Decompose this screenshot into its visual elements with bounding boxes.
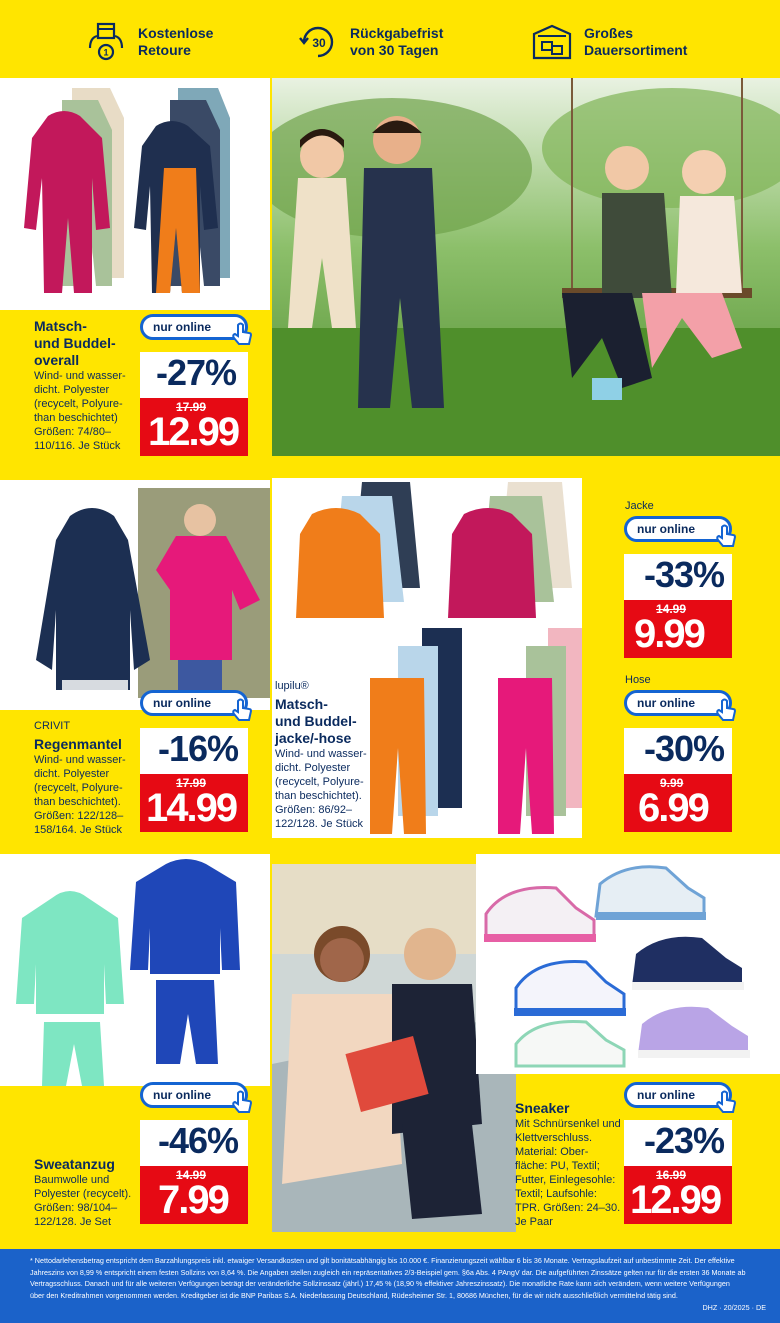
overall-desc-6: 110/116. Je Stück — [34, 440, 121, 452]
jacke-hose-brand: lupilu® — [275, 680, 309, 692]
jacke-hose-description — [275, 696, 385, 831]
sneaker-description — [515, 1100, 627, 1229]
overall-price: 12.99 — [148, 410, 239, 454]
regenmantel-old-price: 17.99 — [176, 776, 207, 790]
pointer-hand-icon — [229, 1089, 255, 1115]
banner-return-period-l2: von 30 Tagen — [350, 42, 439, 58]
sneaker-discount: -23% — [644, 1120, 725, 1161]
jacke-price: 9.99 — [634, 612, 704, 656]
regenmantel-description — [34, 736, 146, 837]
sneaker-online-button[interactable] — [624, 1082, 732, 1108]
hose-discount: -30% — [644, 728, 725, 769]
pointer-hand-icon — [713, 697, 739, 723]
footer-code: DHZ · 20/2025 · DE — [702, 1303, 766, 1312]
sneaker-desc-1: Mit Schnürsenkel und — [515, 1118, 621, 1130]
sweatanzug-photo — [0, 854, 270, 1086]
sneaker-online-label: nur online — [637, 1088, 695, 1102]
jacke-label: Jacke — [625, 500, 654, 512]
banner-assortment-l2: Dauersortiment — [584, 42, 688, 58]
sweatanzug-discount: -46% — [158, 1120, 239, 1161]
sneaker-price: 12.99 — [630, 1178, 721, 1222]
sneaker-desc-8: Je Paar — [515, 1216, 553, 1228]
sneaker-desc-7: TPR. Größen: 24–30. — [515, 1202, 621, 1214]
regenmantel-online-button[interactable] — [140, 690, 248, 716]
overall-desc-5: Größen: 74/80– — [34, 426, 112, 438]
sweatanzug-desc-3: Größen: 98/104– — [34, 1202, 118, 1214]
sweatanzug-description — [34, 1156, 144, 1229]
footer-line-3: Vertragsschluss. Danach und für alle weiteren Verfügungen beträgt der veränderliche Sollzinssatz (jährl.) 17,45 % (18,90 % effektiver Jahreszinssatz). Die monatliche Rate kann sich verändern, wenn weitere Verfügungen — [30, 1279, 730, 1288]
regenmantel-online-label: nur online — [153, 696, 211, 710]
jacke-hose-name-l1: Matsch- — [275, 696, 328, 712]
regenmantel-desc-3: (recycelt, Polyure- — [34, 782, 123, 794]
overall-product-photo — [0, 78, 270, 310]
overall-online-label: nur online — [153, 320, 211, 334]
regenmantel-desc-4: than beschichtet). — [34, 796, 121, 808]
jacke-old-price: 14.99 — [656, 602, 687, 616]
sneaker-desc-6: Textil; Laufsohle: — [515, 1188, 597, 1200]
banner-free-returns-l1: Kostenlose — [138, 25, 214, 41]
sneaker-desc-4: fläche: PU, Textil; — [515, 1160, 600, 1172]
jacke-hose-desc-4: than beschichtet). — [275, 790, 362, 802]
hose-label: Hose — [625, 674, 651, 686]
jacke-hose-desc-6: 122/128. Je Stück — [275, 818, 364, 830]
sneakers-illustration — [476, 854, 780, 1074]
hose-old-price: 9.99 — [660, 776, 684, 790]
regenmantel-discount: -16% — [158, 728, 239, 769]
regenmantel-desc-1: Wind- und wasser- — [34, 754, 126, 766]
sweatanzug-desc-2: Polyester (recycelt). — [34, 1188, 132, 1200]
banner-return-period-l1: Rückgabefrist — [350, 25, 444, 41]
regenmantel-price: 14.99 — [146, 786, 237, 830]
warehouse-icon — [530, 20, 574, 64]
regenmantel-desc-6: 158/164. Je Stück — [34, 824, 123, 836]
raincoat-illustration — [0, 480, 270, 710]
sweatanzug-price: 7.99 — [158, 1178, 228, 1222]
banner-assortment — [530, 18, 687, 66]
regenmantel-desc-2: dicht. Polyester — [34, 768, 110, 780]
pointer-hand-icon — [713, 523, 739, 549]
hose-online-label: nur online — [637, 696, 695, 710]
legal-footer — [0, 1249, 780, 1323]
overall-old-price: 17.99 — [176, 400, 207, 414]
regenmantel-brand: CRIVIT — [34, 720, 71, 732]
overall-desc-4: than beschichtet) — [34, 412, 118, 424]
overall-name-l1: Matsch- — [34, 318, 87, 334]
sneaker-desc-2: Klettverschluss. — [515, 1132, 593, 1144]
sneaker-name: Sneaker — [515, 1100, 570, 1116]
overall-online-button[interactable] — [140, 314, 248, 340]
jacke-discount: -33% — [644, 554, 725, 595]
footer-line-1: * Nettodarlehensbetrag entspricht dem Barzahlungspreis inkl. etwaiger Versandkosten und gilt bonitätsabhängig bis 10.000 €. Finanzierungszeit wählbar 6 bis 36 Monate. Vertragslaufzeit auf unbestimmte Zeit. Der effektive — [30, 1256, 735, 1265]
regenmantel-photo — [0, 480, 270, 710]
jacke-hose-desc-2: dicht. Polyester — [275, 762, 351, 774]
sneaker-desc-5: Futter, Einlegesohle: — [515, 1174, 616, 1186]
sweatanzug-online-button[interactable] — [140, 1082, 248, 1108]
jacke-hose-desc-3: (recycelt, Polyure- — [275, 776, 364, 788]
sweatanzug-old-price: 14.99 — [176, 1168, 207, 1182]
jacke-hose-name-l3: jacke/-hose — [275, 730, 352, 746]
sneaker-old-price: 16.99 — [656, 1168, 687, 1182]
overall-desc-3: (recycelt, Polyure- — [34, 398, 123, 410]
service-banner — [0, 0, 780, 78]
jacke-hose-desc-1: Wind- und wasser- — [275, 748, 367, 760]
hose-price: 6.99 — [638, 786, 708, 830]
pointer-hand-icon — [713, 1089, 739, 1115]
sneaker-desc-3: Material: Ober- — [515, 1146, 589, 1158]
calendar-30-icon — [296, 20, 340, 64]
banner-return-period — [296, 18, 443, 66]
banner-free-returns-l2: Retoure — [138, 42, 191, 58]
pointer-hand-icon — [229, 697, 255, 723]
jacke-hose-name-l2: und Buddel- — [275, 713, 357, 729]
banner-free-returns — [84, 18, 213, 66]
overall-illustration — [0, 78, 270, 310]
overall-discount: -27% — [156, 352, 237, 393]
overall-name-l2: und Buddel- — [34, 335, 116, 351]
sweatanzug-desc-1: Baumwolle und — [34, 1174, 110, 1186]
footer-line-4: über den Kreditrahmen vorgenommen werden. Kreditgeber ist die BNP Paribas S.A. Niederlassung Deutschland, Rüdesheimer Str. 1, 80686 München, für die wir nicht ausschließlich vermittelnd tätig sind. — [30, 1290, 678, 1300]
banner-assortment-l1: Großes — [584, 25, 634, 41]
kids-outdoor-scene — [272, 78, 780, 456]
regenmantel-desc-5: Größen: 122/128– — [34, 810, 124, 822]
overall-desc-1: Wind- und wasser- — [34, 370, 126, 382]
hose-online-button[interactable] — [624, 690, 732, 716]
overall-description — [34, 318, 144, 453]
jacke-hose-desc-5: Größen: 86/92– — [275, 804, 353, 816]
jacke-online-button[interactable] — [624, 516, 732, 542]
tracksuit-illustration — [0, 854, 270, 1086]
regenmantel-name: Regenmantel — [34, 736, 122, 752]
calendar-30-number: 30 — [312, 36, 326, 50]
svg-text:1: 1 — [103, 47, 109, 58]
overall-desc-2: dicht. Polyester — [34, 384, 110, 396]
return-box-icon — [84, 20, 128, 64]
jacke-online-label: nur online — [637, 522, 695, 536]
sweatanzug-desc-4: 122/128. Je Set — [34, 1216, 112, 1228]
sweatanzug-name: Sweatanzug — [34, 1156, 115, 1172]
sweatanzug-online-label: nur online — [153, 1088, 211, 1102]
kids-swing-photo — [272, 78, 780, 456]
sneaker-photo — [476, 854, 780, 1074]
pointer-hand-icon — [229, 321, 255, 347]
overall-name-l3: overall — [34, 352, 80, 368]
footer-line-2: Jahreszins von 8,99 % entspricht einem festen Sollzins von 8,64 %. Die Angaben stellen zugleich ein repräsentatives 2/3-Beispiel gem. §6a Abs. 4 PAngV dar. Die aufgeführten Zinssätze gelten nur für die ersten 36 Monate ab — [30, 1267, 746, 1277]
